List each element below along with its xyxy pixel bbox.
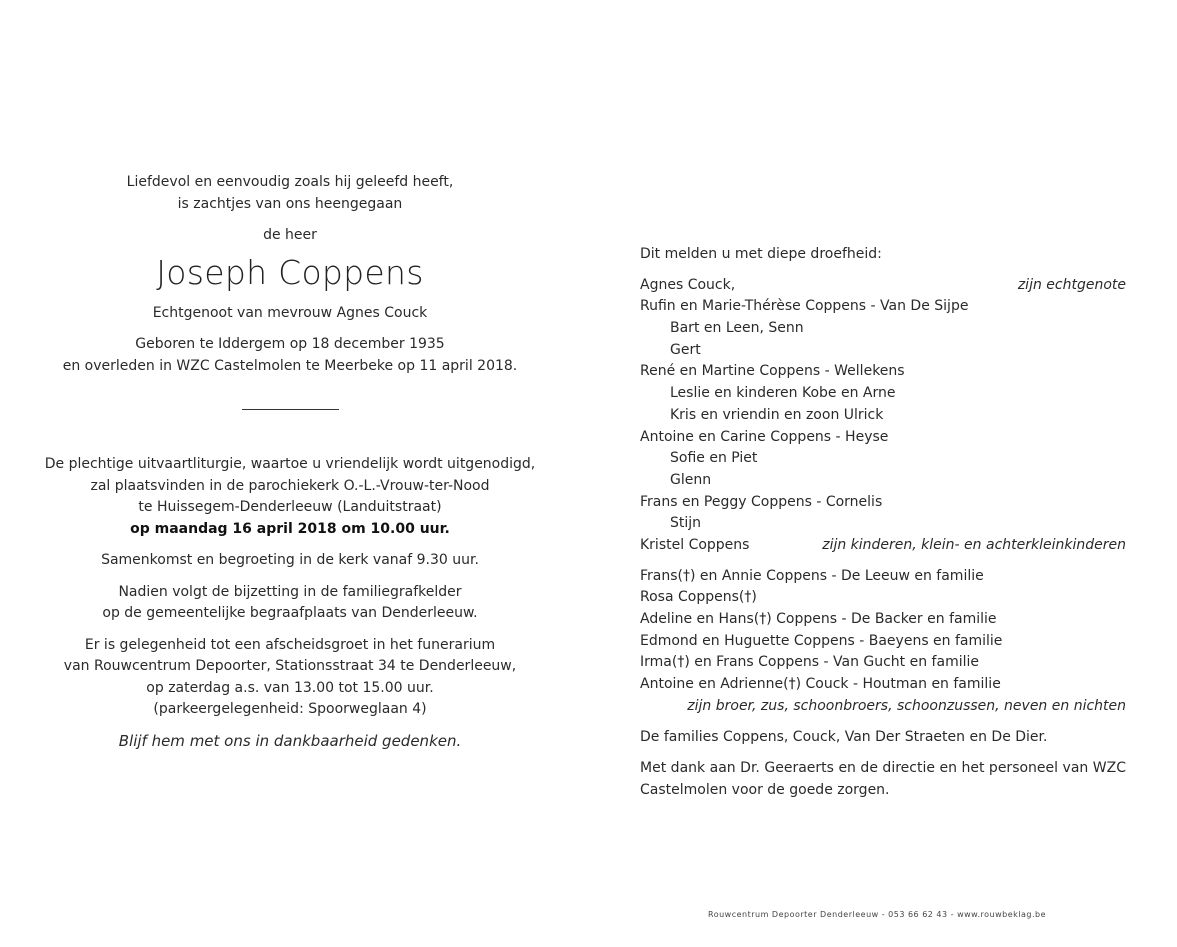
family-member-row [640,492,1126,514]
right-column [640,244,1126,801]
funeral-line: De plechtige uitvaartliturgie, waartoe u vriendelijk wordt uitgenodigd, [44,456,536,472]
sibling-row: Edmond en Huguette Coppens - Baeyens en familie [640,632,1003,649]
family-member-name: Frans en Peggy Coppens - Cornelis [640,493,883,510]
family-member-row [640,340,1126,362]
funeral-line: zal plaatsvinden in de parochiekerk O.-L.-Vrouw-ter-Nood [90,477,490,494]
family-member-name: Agnes Couck, [640,276,736,293]
families-line: De families Coppens, Couck, Van Der Straeten en De Dier. [640,729,1048,746]
sibling-row: Adeline en Hans(†) Coppens - De Backer en familie [640,611,997,627]
family-member-name: Kristel Coppens [640,536,750,553]
farewell-line: op zaterdag a.s. van 13.00 tot 15.00 uur. [146,679,434,696]
death-line: en overleden in WZC Castelmolen te Meerbeke op 11 april 2018. [62,357,518,374]
family-member-row [640,296,1126,318]
birth-line: Geboren te Iddergem op 18 december 1935 [135,336,445,352]
family-role: zijn kinderen, klein- en achterkleinkinderen [822,536,1126,553]
family-member-name: Sofie en Piet [670,450,758,467]
family-member-row [640,275,1126,297]
left-column [40,172,540,752]
title-prefix: de heer [263,227,317,243]
burial-line: Nadien volgt de bijzetting in de familiegrafkelder [118,583,462,600]
farewell-line: (parkeergelegenheid: Spoorweglaan 4) [153,701,427,717]
family-member-row [640,535,1126,557]
siblings-role: zijn broer, zus, schoonbroers, schoonzussen, neven en nichten [687,697,1126,714]
family-member-name: Bart en Leen, Senn [670,320,804,337]
family-role: zijn echtgenote [1017,276,1126,293]
farewell-line: Er is gelegenheid tot een afscheidsgroet in het funerarium [84,636,496,653]
family-member-row [640,383,1126,405]
intro-line: is zachtjes van ons heengegaan [177,195,403,212]
sibling-list [640,566,1126,696]
funeral-line: te Huissegem-Denderleeuw (Landuitstraat) [138,499,442,515]
funeral-date: op maandag 16 april 2018 om 10.00 uur. [130,520,450,537]
sibling-row: Antoine en Adrienne(†) Couck - Houtman en familie [640,676,1001,693]
thanks-line: Met dank aan Dr. Geeraerts en de directie en het personeel van WZC Castelmolen voor de goede zorgen. [640,760,1126,799]
burial-line: op de gemeentelijke begraafplaats van Denderleeuw. [102,605,478,621]
family-member-row [640,405,1126,427]
family-member-row [640,427,1126,449]
gathering-line: Samenkomst en begroeting in de kerk vanaf 9.30 uur. [101,552,479,568]
family-member-name: Leslie en kinderen Kobe en Arne [670,385,896,402]
farewell-line: van Rouwcentrum Depoorter, Stationsstraat 34 te Denderleeuw, [63,658,517,674]
closing-line: Blijf hem met ons in dankbaarheid gedenken. [118,731,462,750]
family-list [640,275,1126,557]
family-member-name: Rufin en Marie-Thérèse Coppens - Van De Sijpe [640,298,969,315]
family-member-name: Antoine en Carine Coppens - Heyse [640,428,889,445]
family-member-row [640,318,1126,340]
family-member-row [640,448,1126,470]
family-member-name: Gert [670,341,701,358]
family-member-row [640,361,1126,383]
announce-line: Dit melden u met diepe droefheid: [640,246,882,262]
spouse-line: Echtgenoot van mevrouw Agnes Couck [152,304,428,321]
family-member-row [640,470,1126,492]
divider [242,409,339,410]
sibling-row: Irma(†) en Frans Coppens - Van Gucht en familie [640,654,979,671]
family-member-name: Kris en vriendin en zoon Ulrick [670,406,884,423]
family-member-row [640,513,1126,535]
deceased-name: Joseph Coppens [156,252,424,292]
intro-line: Liefdevol en eenvoudig zoals hij geleefd heeft, [126,174,454,190]
sibling-row: Frans(†) en Annie Coppens - De Leeuw en familie [640,567,984,584]
sibling-row: Rosa Coppens(†) [640,589,757,606]
family-member-name: René en Martine Coppens - Wellekens [640,363,905,380]
footer-credit: Rouwcentrum Depoorter Denderleeuw - 053 66 62 43 - www.rouwbeklag.be [708,910,1046,919]
family-member-name: Stijn [670,515,702,532]
family-member-name: Glenn [670,471,712,488]
